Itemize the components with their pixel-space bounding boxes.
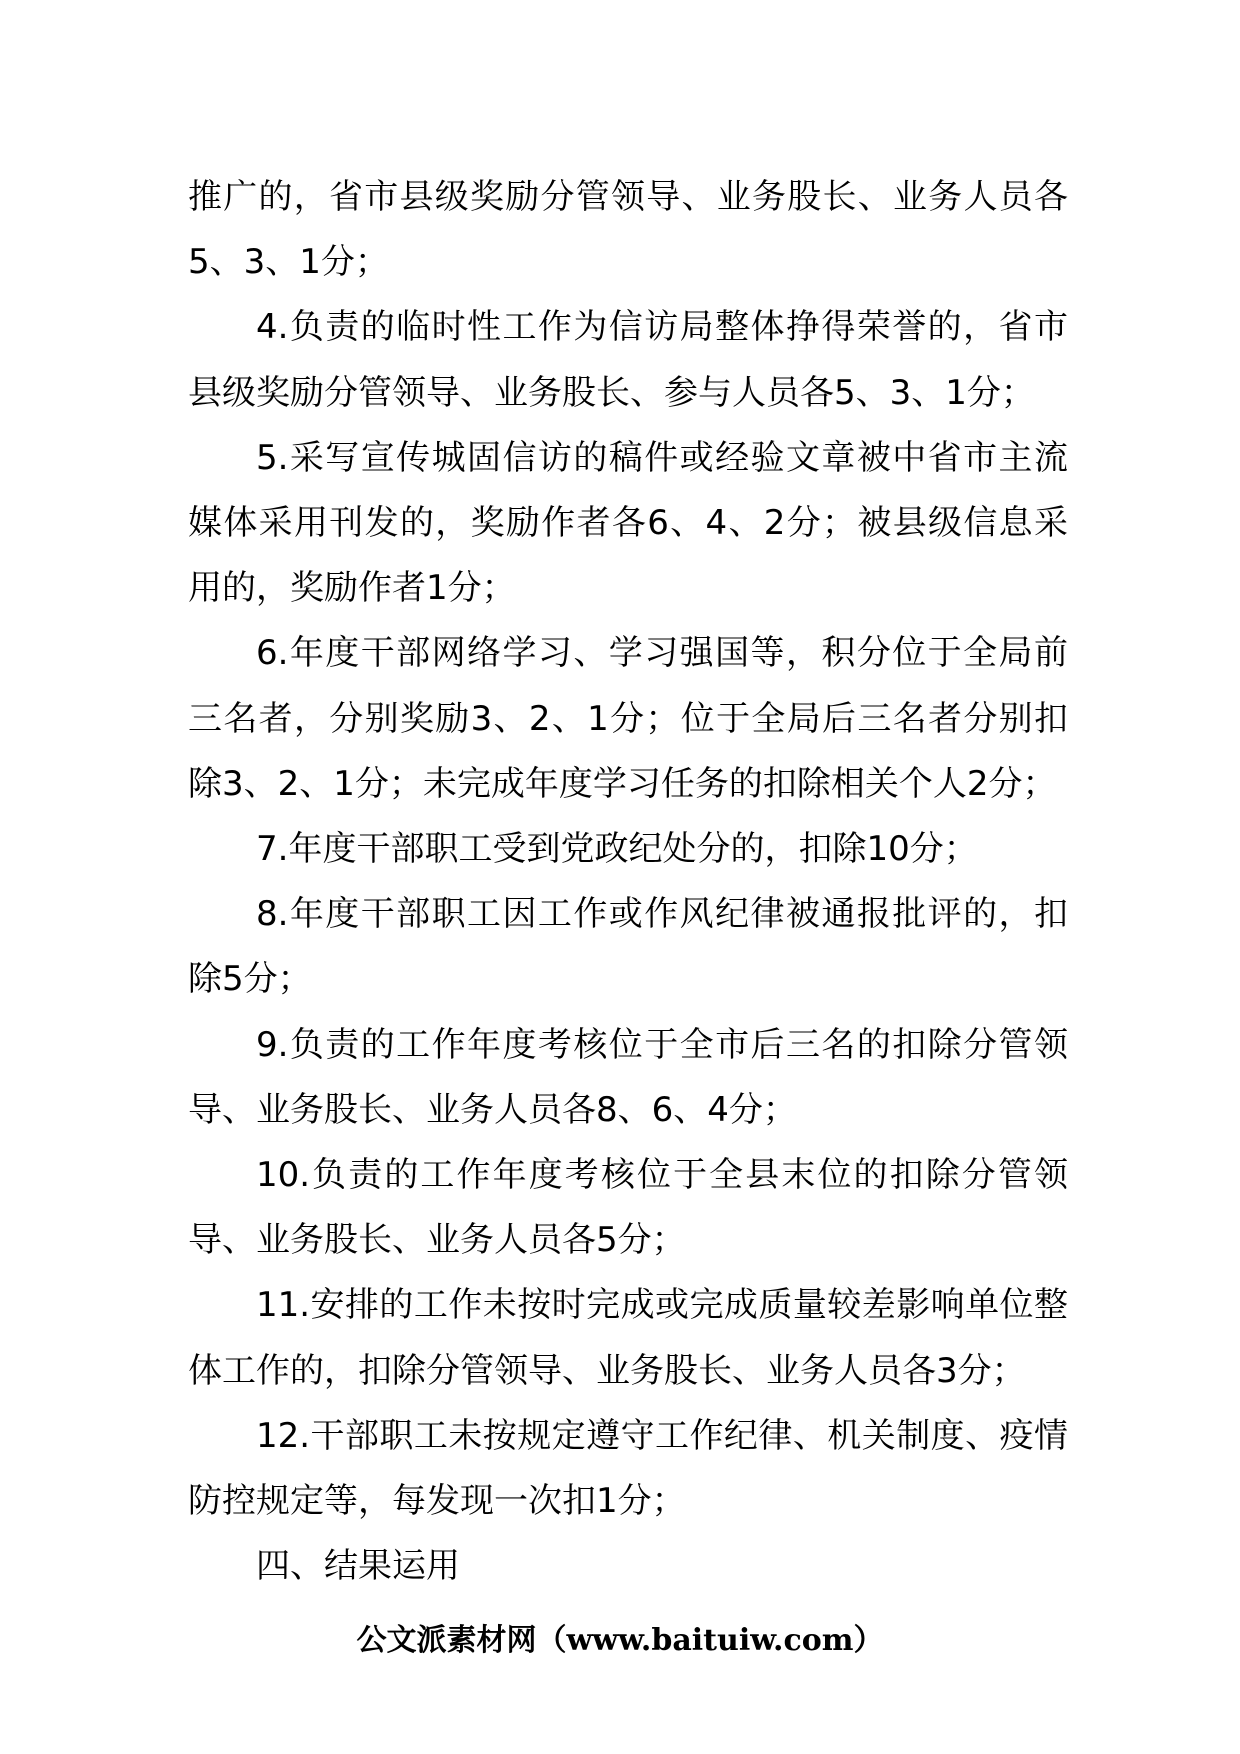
paragraph-item-7: 7.年度干部职工受到党政纪处分的，扣除10分； — [256, 829, 978, 870]
document-body — [188, 165, 1068, 1599]
paragraph-item-4: 4.负责的临时性工作为信访局整体挣得荣誉的，省市县级奖励分管领导、业务股长、参与人员各5、3、1分； — [188, 307, 1068, 413]
paragraph-item-5: 5.采写宣传城固信访的稿件或经验文章被中省市主流媒体采用刊发的，奖励作者各6、4、2分；被县级信息采用的，奖励作者1分； — [188, 437, 1068, 609]
section-heading: 四、结果运用 — [256, 1546, 460, 1587]
paragraph-item-11: 11.安排的工作未按时完成或完成质量较差影响单位整体工作的，扣除分管领导、业务股长、业务人员各3分； — [188, 1285, 1068, 1391]
paragraph-item-8: 8.年度干部职工因工作或作风纪律被通报批评的，扣除5分； — [188, 894, 1068, 1000]
paragraph-item-9: 9.负责的工作年度考核位于全市后三名的扣除分管领导、业务股长、业务人员各8、6、4分； — [188, 1024, 1068, 1130]
paragraph-continuation: 推广的，省市县级奖励分管领导、业务股长、业务人员各5、3、1分； — [188, 177, 1068, 283]
footer-watermark: 公文派素材网（www.baituiw.com） — [356, 1623, 884, 1658]
paragraph-item-6: 6.年度干部网络学习、学习强国等，积分位于全局前三名者，分别奖励3、2、1分；位于全局后三名者分别扣除3、2、1分；未完成年度学习任务的扣除相关个人2分； — [188, 633, 1068, 804]
paragraph-item-12: 12.干部职工未按规定遵守工作纪律、机关制度、疫情防控规定等，每发现一次扣1分； — [188, 1415, 1068, 1522]
paragraph-item-10: 10.负责的工作年度考核位于全县末位的扣除分管领导、业务股长、业务人员各5分； — [188, 1155, 1068, 1261]
